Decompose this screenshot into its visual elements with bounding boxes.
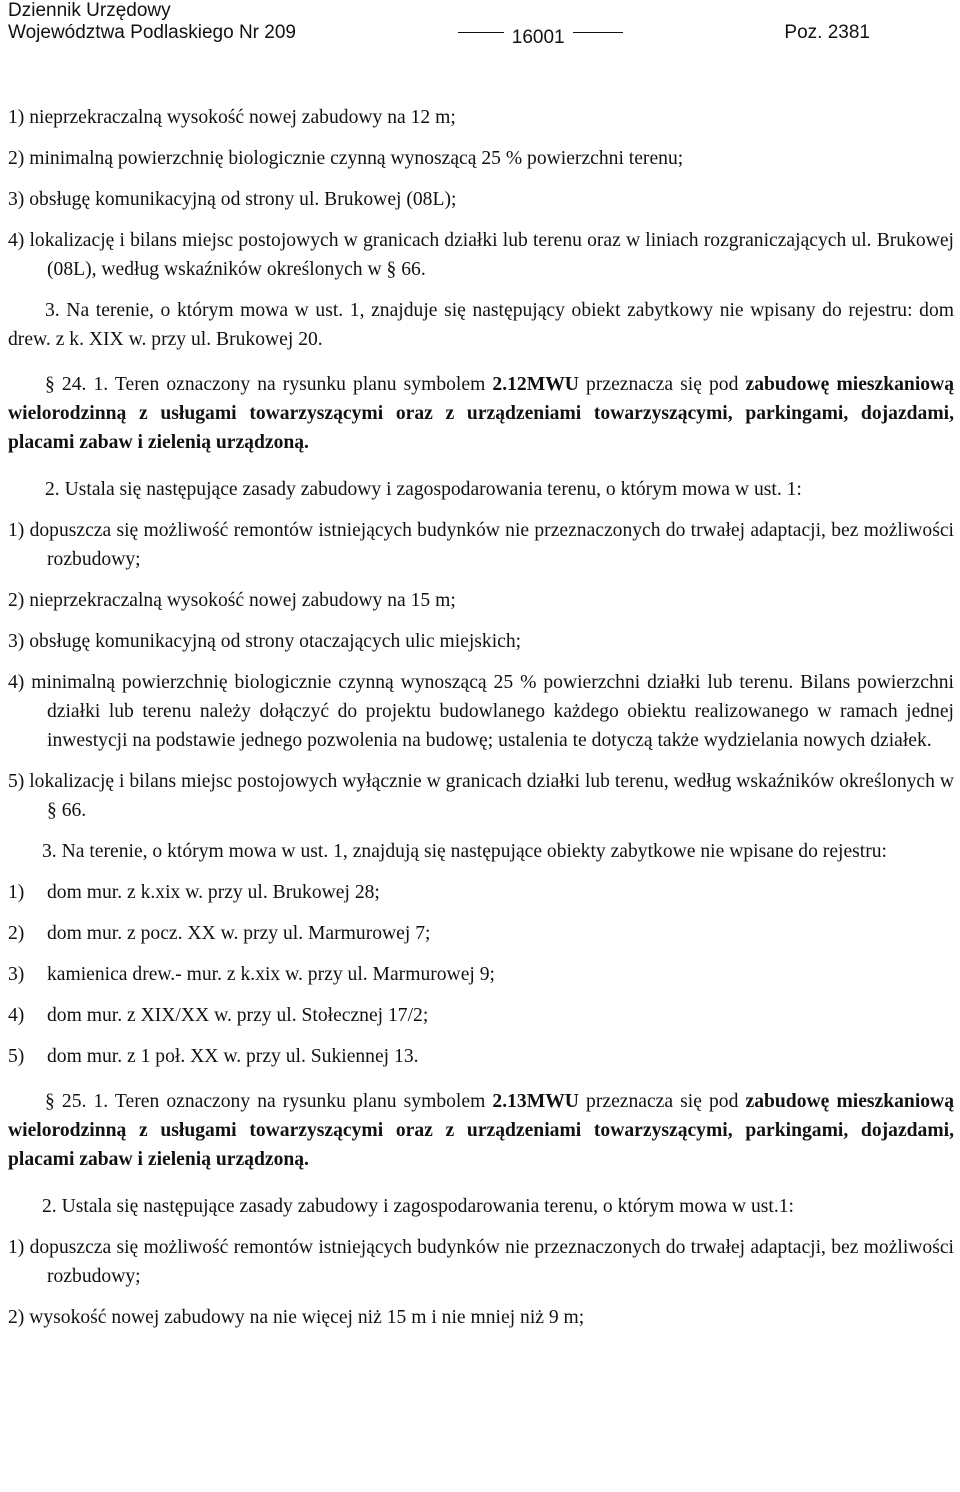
monument-item <box>8 1042 954 1071</box>
section-24-item-4: 4) minimalną powierzchnię biologicznie czynną wynoszącą 25 % powierzchni działki lub terenu. Bilans powierzchni działki lub terenu należy dołączyć do projektu budowlanego każdego obiektu realizowanego w ramach jednej inwestycji na podstawie jednego pozwolenia na budowę; ustalenia te dotyczą także wydzielania nowych działek. <box>8 672 954 751</box>
monument-item <box>8 878 954 907</box>
header-row <box>8 22 870 49</box>
section-25-paragraph-2: 2. Ustala się następujące zasady zabudowy i zagospodarowania terenu, o którym mowa w ust.1: <box>42 1196 794 1217</box>
monument-text: dom mur. z 1 poł. XX w. przy ul. Sukiennej 13. <box>47 1046 419 1067</box>
page-header <box>8 0 870 49</box>
section-24-text-2: przeznacza się pod <box>578 374 746 395</box>
monument-item <box>8 1001 954 1030</box>
section-24-paragraph-2: 2. Ustala się następujące zasady zabudowy i zagospodarowania terenu, o którym mowa w ust. 1: <box>45 479 802 500</box>
section-24-item-3: 3) obsługę komunikacyjną od strony otaczających ulic miejskich; <box>8 631 522 652</box>
block1-item-2: 2) minimalną powierzchnię biologicznie czynną wynoszącą 25 % powierzchni terenu; <box>8 148 684 169</box>
section-25-item-1: 1) dopuszcza się możliwość remontów istniejących budynków nie przeznaczonych do trwałej adaptacji, bez możliwości rozbudowy; <box>8 1237 954 1287</box>
monument-text: dom mur. z XIX/XX w. przy ul. Stołecznej 17/2; <box>47 1005 429 1026</box>
page-number-block <box>450 27 631 49</box>
monument-text: dom mur. z pocz. XX w. przy ul. Marmurowej 7; <box>47 923 431 944</box>
section-24-item-5: 5) lokalizację i bilans miejsc postojowych wyłącznie w granicach działki lub terenu, według wskaźników określonych w § 66. <box>8 771 954 821</box>
monument-number: 4) <box>8 1005 25 1026</box>
monument-item <box>8 960 954 989</box>
monument-number: 1) <box>8 882 25 903</box>
journal-subtitle: Województwa Podlaskiego Nr 209 <box>8 22 296 43</box>
position-number: Poz. 2381 <box>784 22 870 43</box>
section-25-item-2: 2) wysokość nowej zabudowy na nie więcej niż 15 m i nie mniej niż 9 m; <box>8 1307 585 1328</box>
section-24-item-2: 2) nieprzekraczalną wysokość nowej zabudowy na 15 m; <box>8 590 456 611</box>
section-25-intro <box>8 1087 954 1174</box>
block1-item-4: 4) lokalizację i bilans miejsc postojowych w granicach działki lub terenu oraz w liniach rozgraniczających ul. Brukowej (08L), według wskaźników określonych w § 66. <box>8 230 954 280</box>
block1-item-1: 1) nieprzekraczalną wysokość nowej zabudowy na 12 m; <box>8 107 456 128</box>
monument-number: 2) <box>8 923 25 944</box>
section-24-intro <box>8 370 954 457</box>
document-body <box>8 103 954 1344</box>
block1-paragraph-3: 3. Na terenie, o którym mowa w ust. 1, znajduje się następujący obiekt zabytkowy nie wpisany do rejestru: dom drew. z k. XIX w. przy ul. Brukowej 20. <box>8 300 954 350</box>
section-24-text: § 24. 1. Teren oznaczony na rysunku planu symbolem <box>45 374 493 395</box>
monument-number: 3) <box>8 964 25 985</box>
section-24-symbol: 2.12MWU <box>492 374 579 395</box>
dash-left <box>458 32 504 33</box>
monument-text: kamienica drew.- mur. z k.xix w. przy ul. Marmurowej 9; <box>47 964 495 985</box>
section-24-purpose: zabudowę mieszkaniową wielorodzinną z usługami towarzyszącymi oraz z urządzeniami towarzyszącymi, parkingami, dojazdami, placami zabaw i zielenią urządzoną. <box>8 374 955 453</box>
monument-number: 5) <box>8 1046 25 1067</box>
section-24-item-1: 1) dopuszcza się możliwość remontów istniejących budynków nie przeznaczonych do trwałej adaptacji, bez możliwości rozbudowy; <box>8 520 954 570</box>
section-25-text: § 25. 1. Teren oznaczony na rysunku planu symbolem <box>45 1091 493 1112</box>
monument-item <box>8 919 954 948</box>
section-25-text-2: przeznacza się pod <box>578 1091 746 1112</box>
section-24-paragraph-3: 3. Na terenie, o którym mowa w ust. 1, znajdują się następujące obiekty zabytkowe nie wpisane do rejestru: <box>42 841 887 862</box>
block1-item-3: 3) obsługę komunikacyjną od strony ul. Brukowej (08L); <box>8 189 457 210</box>
section-25-symbol: 2.13MWU <box>492 1091 579 1112</box>
section-25-purpose: zabudowę mieszkaniową wielorodzinną z usługami towarzyszącymi oraz z urządzeniami towarzyszącymi, parkingami, dojazdami, placami zabaw i zielenią urządzoną. <box>8 1091 955 1170</box>
page-number: 16001 <box>511 26 565 48</box>
dash-right <box>573 32 623 33</box>
journal-title: Dziennik Urzędowy <box>8 0 171 21</box>
monument-text: dom mur. z k.xix w. przy ul. Brukowej 28; <box>47 882 380 903</box>
